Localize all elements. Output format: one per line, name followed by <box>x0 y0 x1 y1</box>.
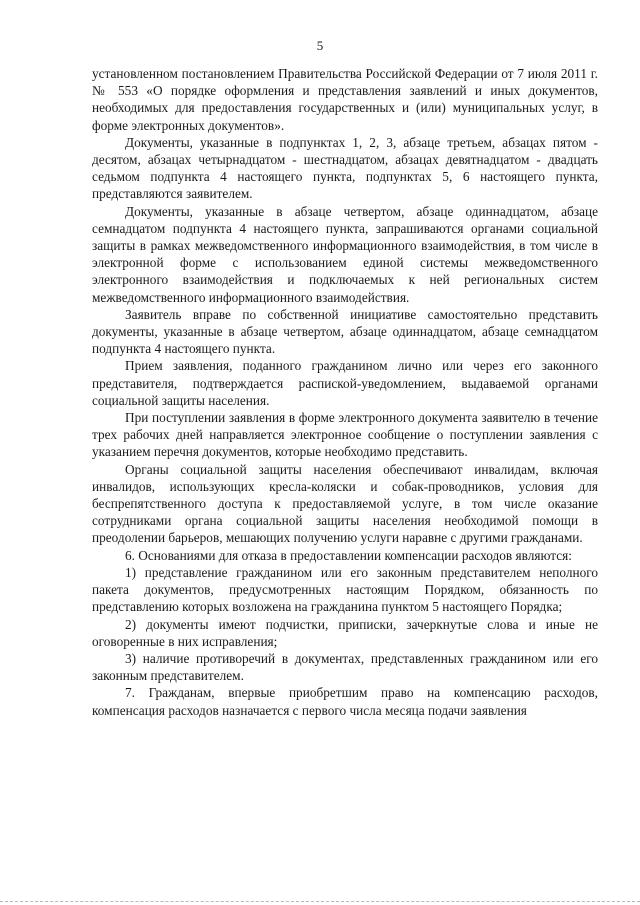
paragraph-applicant-right: Заявитель вправе по собственной инициативе самостоятельно представить документы, указанные в абзаце четвертом, абзаце одиннадцатом, абзаце семнадцатом подпункта 4 настоящего пункта. <box>92 306 598 357</box>
paragraph-electronic-notice: При поступлении заявления в форме электронного документа заявителю в течение трех рабочих дней направляется электронное сообщение о поступлении заявления с указанием перечня документов, которые необходимо представить. <box>92 410 598 460</box>
paragraph-receipt-confirmation: Прием заявления, поданного гражданином лично или через его законного представителя, подтверждается распиской-уведомлением, выдаваемой органами социальной защиты населения. <box>92 358 598 408</box>
paragraph-refusal-grounds: 6. Основаниями для отказа в предоставлении компенсации расходов являются: <box>125 547 572 563</box>
scan-edge-divider <box>0 901 640 902</box>
list-item-refusal-2: 2) документы имеют подчистки, приписки, зачеркнутые слова и иные не оговоренные в них исправления; <box>92 616 598 649</box>
page-number: 5 <box>316 38 324 53</box>
list-item-refusal-1: 1) представление гражданином или его законным представителем неполного пакета документов, предусмотренных настоящим Порядком, обязанность по представлению которых возложена на гражданина пунктом 5 настоящего Порядка; <box>92 564 598 615</box>
paragraph-compensation-start: 7. Гражданам, впервые приобретшим право на компенсацию расходов, компенсация расходов назначается с первого числа месяца подачи заявления <box>92 685 598 718</box>
paragraph-continuation: установленном постановлением Правительства Российской Федерации от 7 июля 2011 г. № 553 «О порядке оформления и представления заявлений и иных документов, необходимых для предоставления государственных и (или) муниципальных услуг, в форме электронных документов». <box>92 66 598 133</box>
paragraph-accessibility: Органы социальной защиты населения обеспечивают инвалидам, включая инвалидов, использующих кресла-коляски и собак-проводников, условия для беспрепятственного доступа к предоставляемой услуге, в том числе оказание сотрудниками органа социальной защиты населения необходимой помощи в преодолении барьеров, мешающих получению услуги наравне с другими гражданами. <box>92 461 598 546</box>
paragraph-documents-requested: Документы, указанные в абзаце четвертом, абзаце одиннадцатом, абзаце семнадцатом подпункта 4 настоящего пункта, запрашиваются органами социальной защиты в рамках межведомственного информационного взаимодействия, в том числе в электронной форме с использованием единой системы межведомственного электронного взаимодействия и подключаемых к ней региональных систем межведомственного информационного взаимодействия. <box>92 203 598 305</box>
list-item-refusal-3: 3) наличие противоречий в документах, представленных гражданином или его законным представителем. <box>92 650 598 684</box>
document-body <box>92 65 598 719</box>
paragraph-documents-by-applicant: Документы, указанные в подпунктах 1, 2, 3, абзаце третьем, абзацах пятом - десятом, абзацах четырнадцатом - шестнадцатом, абзацах девятнадцатом - двадцать седьмом подпункта 4 настоящего пункта, подпунктах 5, 6 настоящего пункта, представляются заявителем. <box>92 134 598 202</box>
